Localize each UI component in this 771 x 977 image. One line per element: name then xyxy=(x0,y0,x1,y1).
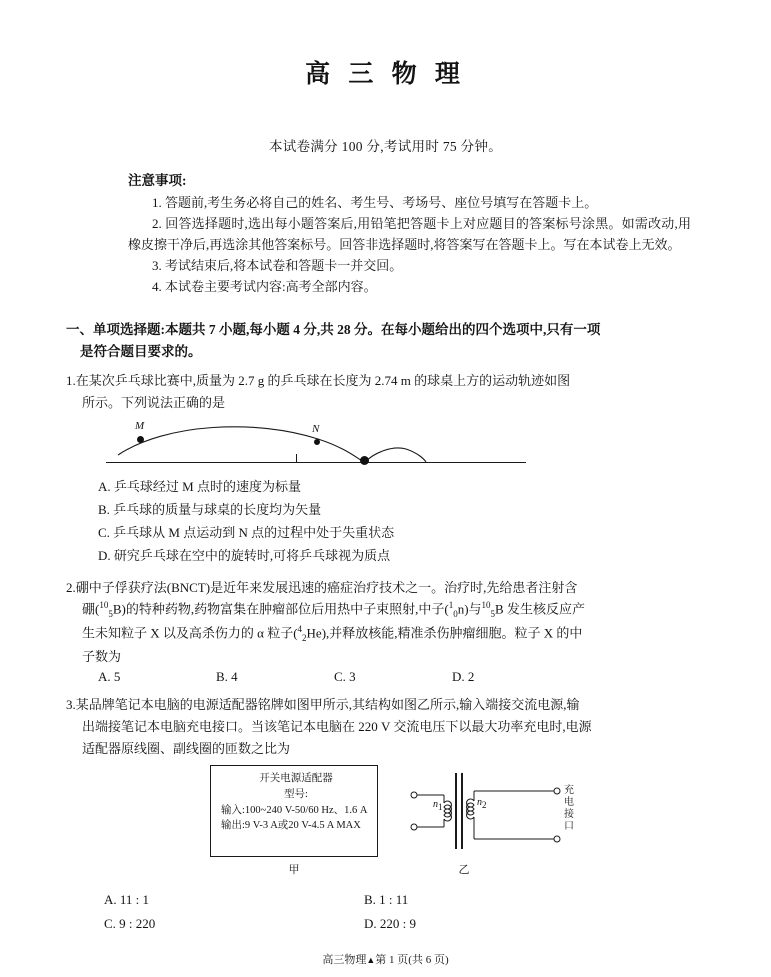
iso-n-charge: 0 xyxy=(453,609,458,620)
option-c: C. 乒乓球从 M 点运动到 N 点的过程中处于失重状态 xyxy=(98,525,395,541)
iso-b2-charge: 5 xyxy=(490,609,496,620)
section-heading xyxy=(0,319,771,363)
nameplate-line4: 输出:9 V-3 A或20 V-4.5 A MAX xyxy=(221,820,361,832)
option-c: C. 9 : 220 xyxy=(104,915,156,931)
question-1-stem-line2: 所示。下列说法正确的是 xyxy=(82,394,226,410)
charging-port-label: 充电接口 xyxy=(564,785,574,832)
point-m-label: M xyxy=(135,420,145,433)
page-footer xyxy=(0,951,771,967)
option-b: B. 1 : 11 xyxy=(364,892,409,908)
notice-title: 注意事项: xyxy=(128,173,187,188)
iso-b-charge: 5 xyxy=(108,609,113,620)
question-3-stem-line3: 适配器原线圈、副线圈的匝数之比为 xyxy=(82,740,291,756)
exam-paper-page xyxy=(0,54,771,977)
option-b: B. 乒乓球的质量与球桌的长度均为矢量 xyxy=(98,502,322,518)
option-b: B. 4 xyxy=(216,669,238,685)
nameplate-line2: 型号: xyxy=(284,788,308,800)
question-1 xyxy=(0,370,771,413)
iso-n-mass: 1 xyxy=(448,600,454,611)
figure-power-adapter xyxy=(104,765,634,885)
option-d: D. 研究乒乓球在空中的旋转时,可将乒乓球视为质点 xyxy=(98,548,391,564)
option-d: D. 220 : 9 xyxy=(364,915,416,931)
question-2-number: 2. xyxy=(66,579,76,595)
transformer-circuit xyxy=(404,765,594,857)
footer-page: 第 1 页(共 6 页) xyxy=(375,954,449,966)
question-3 xyxy=(0,694,771,759)
primary-coil-label: $n_1$ xyxy=(433,799,443,813)
figure-caption-right: 乙 xyxy=(458,864,470,877)
question-2-stem-line4: 子数为 xyxy=(82,648,122,664)
trajectory-curve xyxy=(106,417,546,473)
option-c: C. 3 xyxy=(334,669,356,685)
option-a: A. 5 xyxy=(98,669,121,685)
notice-item: 1. 答题前,考生务必将自己的姓名、考生号、考场号、座位号填写在答题卡上。 xyxy=(152,195,598,210)
footer-marker-icon: ▲ xyxy=(366,955,376,965)
question-3-stem-line2: 出端接笔记本电脑充电接口。当该笔记本电脑在 220 V 交流电压下以最大功率充电时,电源 xyxy=(82,719,592,735)
notice-list xyxy=(0,192,771,297)
exam-info: 本试卷满分 100 分,考试用时 75 分钟。 xyxy=(268,139,503,154)
iso-he-charge: 2 xyxy=(302,632,307,643)
figure-caption-left: 甲 xyxy=(288,864,300,877)
question-1-stem-line1: 在某次乒乓球比赛中,质量为 2.7 g 的乒乓球在长度为 2.74 m 的球桌上方的运动轨迹如图 xyxy=(75,372,571,388)
iso-b2-mass: 10 xyxy=(481,600,491,611)
question-2-options xyxy=(0,669,771,685)
nameplate-box xyxy=(210,765,378,857)
question-1-number: 1. xyxy=(66,372,76,388)
question-3-number: 3. xyxy=(66,697,76,713)
question-2 xyxy=(0,577,771,668)
iso-b-mass: 10 xyxy=(99,600,109,611)
point-n-label: N xyxy=(312,423,320,436)
notice-item: 4. 本试卷主要考试内容:高考全部内容。 xyxy=(152,279,377,295)
question-2-stem-line3: 生未知粒子 X 以及高杀伤力的 α 粒子($^4_2$He),并释放核能,精准杀伤肿瘤细胞。粒子 X 的中 xyxy=(82,624,583,643)
question-1-options xyxy=(0,475,771,568)
question-3-options xyxy=(0,888,771,935)
option-a: A. 乒乓球经过 M 点时的速度为标量 xyxy=(98,479,301,495)
nameplate-line3: 输入:100~240 V-50/60 Hz、1.6 A xyxy=(221,804,368,816)
question-2-stem-line2: 硼($^{10}_5$B)的特种药物,药物富集在肿瘤部位后用热中子束照射,中子($^1_0$n)与$^{10}_5$B 发生核反应产 xyxy=(82,600,585,620)
notice-item: 2. 回答选择题时,选出每小题答案后,用铅笔把答题卡上对应题目的答案标号涂黑。如需改动,用橡皮擦干净后,再选涂其他答案标号。回答非选择题时,将答案写在答题卡上。写在本试卷上无效。 xyxy=(128,216,691,253)
nameplate-line1: 开关电源适配器 xyxy=(259,773,333,785)
section-heading-line1: 一、单项选择题:本题共 7 小题,每小题 4 分,共 28 分。在每小题给出的四个选项中,只有一项 xyxy=(66,322,601,338)
option-a: A. 11 : 1 xyxy=(104,892,150,908)
iso-he-mass: 4 xyxy=(297,624,303,635)
question-2-stem-line1: 硼中子俘获疗法(BNCT)是近年来发展迅速的癌症治疗技术之一。治疗时,先给患者注射含 xyxy=(75,579,578,595)
secondary-coil-label: $n_2$ xyxy=(477,797,487,811)
page-title: 高 三 物 理 xyxy=(305,61,466,88)
figure-pingpong-trajectory xyxy=(106,417,546,473)
option-d: D. 2 xyxy=(452,669,475,685)
question-3-stem-line1: 某品牌笔记本电脑的电源适配器铭牌如图甲所示,其结构如图乙所示,输入端接交流电源,输 xyxy=(75,697,580,713)
footer-label: 高三物理 xyxy=(322,954,367,966)
section-heading-line2: 是符合题目要求的。 xyxy=(80,344,202,360)
notice-item: 3. 考试结束后,将本试卷和答题卡一并交回。 xyxy=(152,258,403,274)
